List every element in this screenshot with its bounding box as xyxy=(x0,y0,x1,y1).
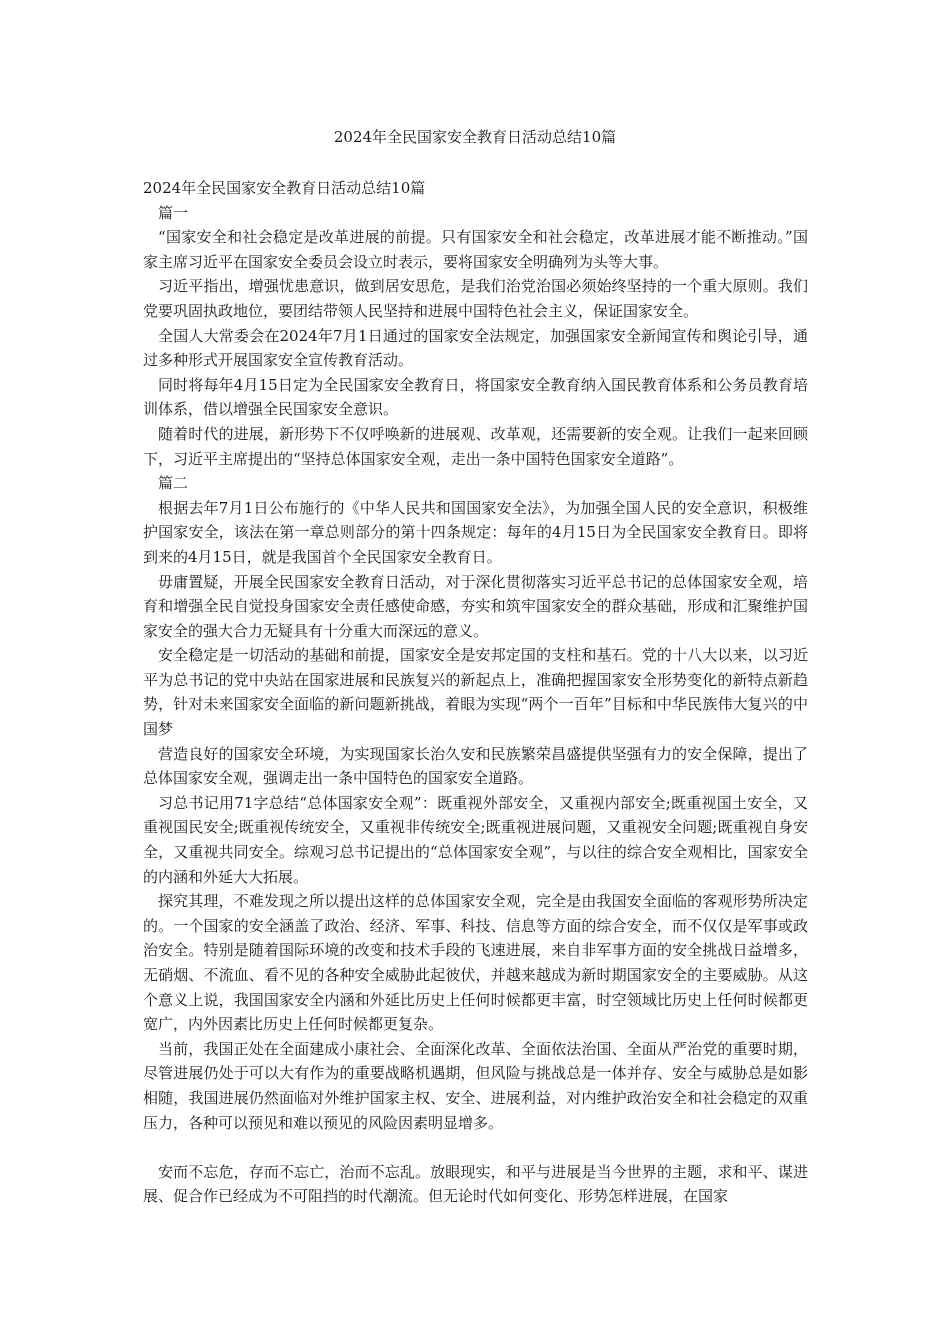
section-heading: 篇一 xyxy=(158,203,189,222)
paragraph: 当前，我国正处在全面建成小康社会、全面深化改革、全面依法治国、全面从严治党的重要时期，尽管进展仍处于可以大有作为的重要战略机遇期，但风险与挑战总是一体并存、安全与威胁总是如影相随，我国进展仍然面临对外维护国家主权、安全、进展利益，对内维护政治安全和社会稳定的双重压力，各种可以预见和难以预见的风险因素明显增多。 xyxy=(143,1039,808,1132)
blank-line xyxy=(143,1135,808,1160)
paragraph: “国家安全和社会稳定是改革进展的前提。只有国家安全和社会稳定，改革进展才能不断推动。”国家主席习近平在国家安全委员会设立时表示，要将国家安全明确列为头等大事。 xyxy=(143,228,808,271)
paragraph: 习总书记用71字总结“总体国家安全观”：既重视外部安全，又重视内部安全;既重视国土安全，又重视国民安全;既重视传统安全，又重视非传统安全;既重视进展问题，又重视安全问题;既重视自身安全，又重视共同安全。综观习总书记提出的“总体国家安全观”，与以往的综合安全观相比，国家安全的内涵和外延大大拓展。 xyxy=(143,793,808,886)
paragraph: 根据去年7月1日公布施行的《中华人民共和国国家安全法》，为加强全国人民的安全意识，积极维护国家安全，该法在第一章总则部分的第十四条规定：每年的4月15日为全民国家安全教育日。即将到来的4月15日，就是我国首个全民国家安全教育日。 xyxy=(143,498,808,566)
paragraph: 安而不忘危，存而不忘亡，治而不忘乱。放眼现实，和平与进展是当今世界的主题，求和平、谋进展、促合作已经成为不可阻挡的时代潮流。但无论时代如何变化、形势怎样进展，在国家 xyxy=(143,1162,808,1206)
paragraph: 同时将每年4月15日定为全民国家安全教育日，将国家安全教育纳入国民教育体系和公务员教育培训体系，借以增强全民国家安全意识。 xyxy=(143,375,808,419)
document-subtitle: 2024年全民国家安全教育日活动总结10篇 xyxy=(143,179,426,197)
paragraph: 毋庸置疑，开展全民国家安全教育日活动，对于深化贯彻落实习近平总书记的总体国家安全观，培育和增强全民自觉投身国家安全责任感使命感，夯实和筑牢国家安全的群众基础，形成和汇聚维护国家安全的强大合力无疑具有十分重大而深远的意义。 xyxy=(143,572,808,640)
paragraph: 随着时代的进展，新形势下不仅呼唤新的进展观、改革观，还需要新的安全观。让我们一起来回顾下，习近平主席提出的“坚持总体国家安全观，走出一条中国特色国家安全道路”。 xyxy=(143,424,808,468)
document-title: 2024年全民国家安全教育日活动总结10篇 xyxy=(333,128,617,146)
paragraph: 营造良好的国家安全环境，为实现国家长治久安和民族繁荣昌盛提供坚强有力的安全保障，提出了总体国家安全观，强调走出一条中国特色的国家安全道路。 xyxy=(143,744,808,788)
paragraph: 全国人大常委会在2024年7月1日通过的国家安全法规定，加强国家安全新闻宣传和舆论引导，通过多种形式开展国家安全宣传教育活动。 xyxy=(143,326,808,370)
paragraph: 习近平指出，增强忧患意识，做到居安思危，是我们治党治国必须始终坚持的一个重大原则。我们党要巩固执政地位，要团结带领人民坚持和进展中国特色社会主义，保证国家安全。 xyxy=(143,277,808,320)
section-heading: 篇二 xyxy=(158,474,189,493)
paragraph: 探究其理，不难发现之所以提出这样的总体国家安全观，完全是由我国安全面临的客观形势所决定的。一个国家的安全涵盖了政治、经济、军事、科技、信息等方面的综合安全，而不仅仅是军事或政治安全。特别是随着国际环境的改变和技术手段的飞速进展，来自非军事方面的安全挑战日益增多，无硝烟、不流血、看不见的各种安全威胁此起彼伏，并越来越成为新时期国家安全的主要威胁。从这个意义上说，我国国家安全内涵和外延比历史上任何时候都更丰富，时空领域比历史上任何时候都更宽广，内外因素比历史上任何时候都更复杂。 xyxy=(143,892,808,1034)
paragraph: 安全稳定是一切活动的基础和前提，国家安全是安邦定国的支柱和基石。党的十八大以来，以习近平为总书记的党中央站在国家进展和民族复兴的新起点上，准确把握国家安全形势变化的新特点新趋势，针对未来国家安全面临的新问题新挑战，着眼为实现“两个一百年”目标和中华民族伟大复兴的中国梦 xyxy=(143,646,808,739)
document-body xyxy=(143,176,808,1209)
